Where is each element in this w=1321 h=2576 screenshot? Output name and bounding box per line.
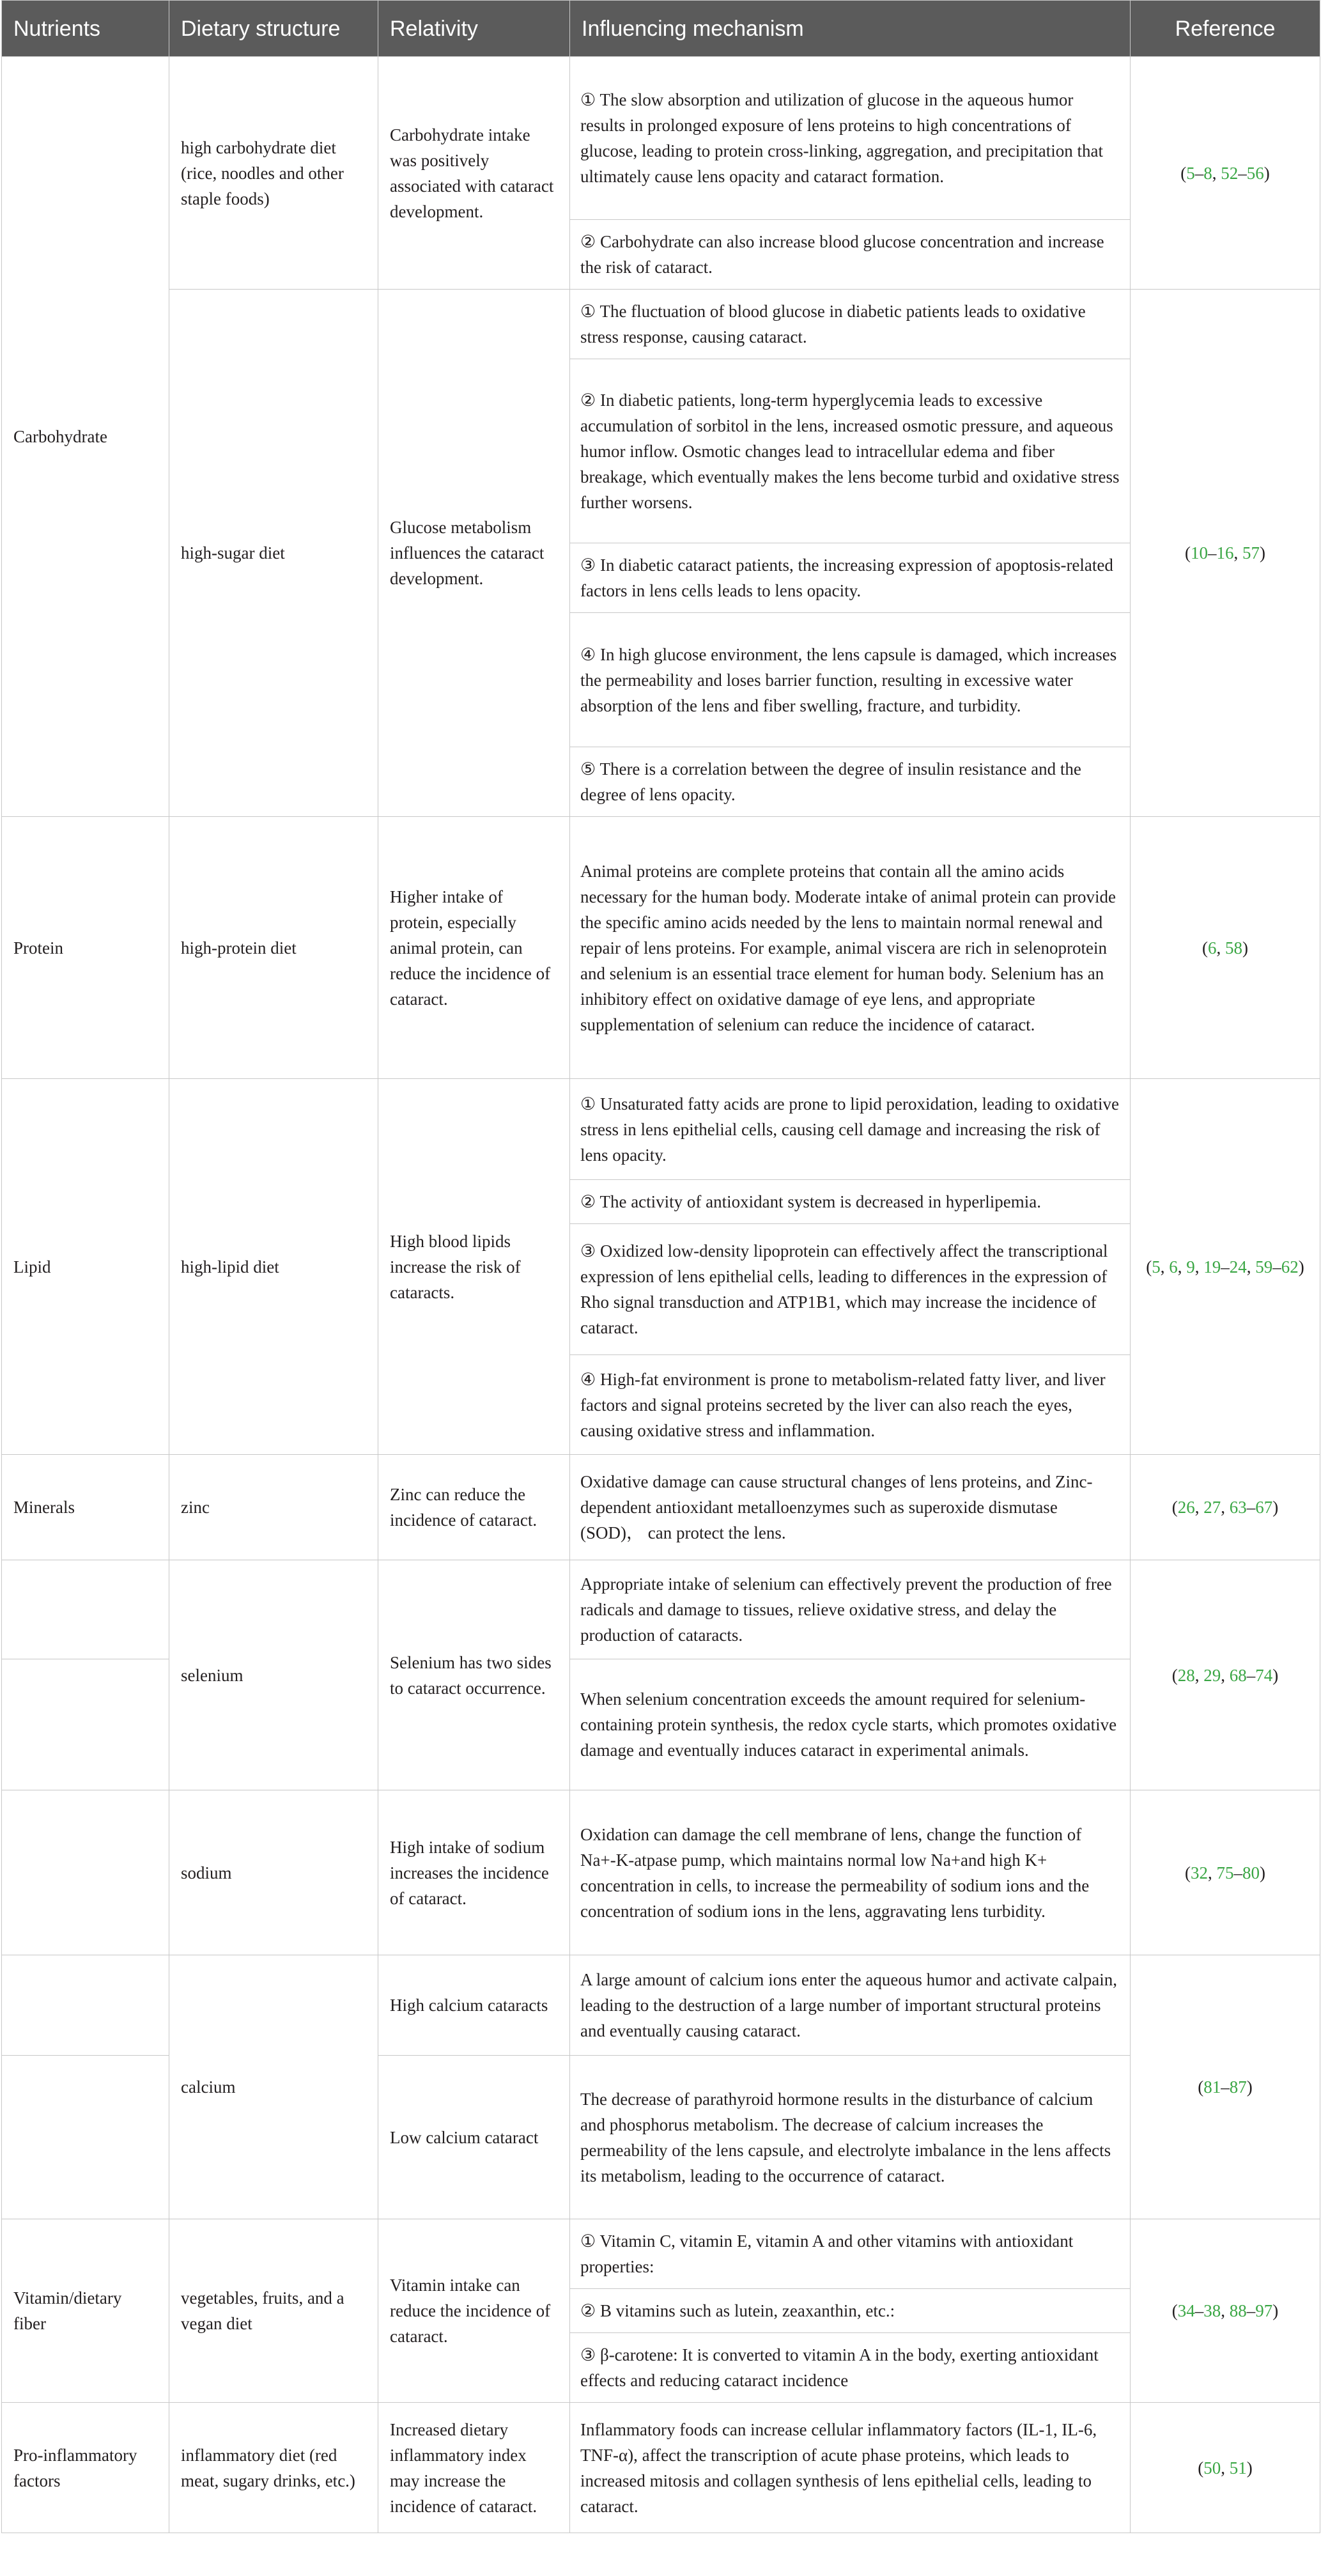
diet-cell: calcium bbox=[169, 1955, 378, 2219]
table-row bbox=[2, 2403, 1320, 2533]
table-row bbox=[2, 57, 1320, 220]
reference-cell: (32, 75–80) bbox=[1131, 1790, 1320, 1955]
reference-link[interactable]: 52 bbox=[1221, 163, 1239, 183]
relativity-cell: High intake of sodium increases the incidence of cataract. bbox=[378, 1790, 570, 1955]
reference-link[interactable]: 28 bbox=[1177, 1665, 1195, 1685]
reference-cell: (81–87) bbox=[1131, 1955, 1320, 2219]
diet-cell: high-lipid diet bbox=[169, 1079, 378, 1455]
reference-link[interactable]: 8 bbox=[1203, 163, 1212, 183]
mechanism-cell: Oxidation can damage the cell membrane of lens, change the function of Na+-K-atpase pump, which maintains normal low Na+and high K+ concentration in cells, to increase the permeability of sodium ions and the concentration of sodium ions in the lens, aggravating lens turbidity. bbox=[570, 1790, 1131, 1955]
reference-separator: , bbox=[1177, 1257, 1187, 1276]
mechanism-cell: When selenium concentration exceeds the amount required for selenium-containing protein synthesis, the redox cycle starts, which promotes oxidative damage and eventually induces cataract in experimental animals. bbox=[570, 1659, 1131, 1790]
reference-link[interactable]: 26 bbox=[1177, 1498, 1195, 1517]
reference-cell: (34–38, 88–97) bbox=[1131, 2219, 1320, 2403]
reference-link[interactable]: 56 bbox=[1246, 163, 1264, 183]
mechanism-cell: ③ In diabetic cataract patients, the increasing expression of apoptosis-related factors in lens cells leads to lens opacity. bbox=[570, 543, 1131, 613]
mechanism-cell: ② The activity of antioxidant system is decreased in hyperlipemia. bbox=[570, 1180, 1131, 1224]
mechanism-cell: Oxidative damage can cause structural changes of lens proteins, and Zinc-dependent antioxidant metalloenzymes such as superoxide dismutase (SOD)， can protect the lens. bbox=[570, 1455, 1131, 1560]
reference-separator: , bbox=[1194, 1257, 1204, 1276]
nutrient-cell-empty bbox=[2, 2056, 169, 2219]
reference-link[interactable]: 57 bbox=[1242, 543, 1260, 563]
relativity-cell: Vitamin intake can reduce the incidence of cataract. bbox=[378, 2219, 570, 2403]
reference-link[interactable]: 5 bbox=[1152, 1257, 1161, 1276]
mechanism-cell: ② Carbohydrate can also increase blood glucose concentration and increase the risk of cataract. bbox=[570, 220, 1131, 290]
reference-cell: (5, 6, 9, 19–24, 59–62) bbox=[1131, 1079, 1320, 1455]
reference-cell: (28, 29, 68–74) bbox=[1131, 1560, 1320, 1790]
mechanism-cell: ② In diabetic patients, long-term hyperglycemia leads to excessive accumulation of sorbitol in the lens, increased osmotic pressure, and aqueous humor inflow. Osmotic changes lead to intracellular edema and fiber breakage, which eventually makes the lens become turbid and oxidative stress further worsens. bbox=[570, 359, 1131, 543]
mechanism-cell: ④ In high glucose environment, the lens capsule is damaged, which increases the permeability and loses barrier function, resulting in excessive water absorption of the lens and fiber swelling, fracture, and turbidity. bbox=[570, 613, 1131, 747]
relativity-cell: Selenium has two sides to cataract occurrence. bbox=[378, 1560, 570, 1790]
mechanism-cell: Animal proteins are complete proteins that contain all the amino acids necessary for the human body. Moderate intake of animal protein can provide the specific amino acids needed by the lens to maintain normal renewal and repair of lens proteins. For example, animal viscera are rich in selenoprotein and selenium is an essential trace element for human body. Selenium has an inhibitory effect on oxidative damage of eye lens, and appropriate supplementation of selenium can reduce the incidence of cataract. bbox=[570, 817, 1131, 1079]
relativity-cell: Glucose metabolism influences the cataract development. bbox=[378, 290, 570, 817]
reference-separator: , bbox=[1246, 1257, 1256, 1276]
header-row bbox=[2, 1, 1320, 57]
reference-link[interactable]: 27 bbox=[1203, 1498, 1221, 1517]
reference-cell: (50, 51) bbox=[1131, 2403, 1320, 2533]
nutrient-cell-empty bbox=[2, 1790, 169, 1955]
reference-link[interactable]: 10 bbox=[1191, 543, 1208, 563]
nutrient-cell: Minerals bbox=[2, 1455, 169, 1560]
mechanism-cell: ⑤ There is a correlation between the degree of insulin resistance and the degree of lens opacity. bbox=[570, 747, 1131, 817]
table-row bbox=[2, 2219, 1320, 2289]
mechanism-cell: ③ Oxidized low-density lipoprotein can effectively affect the transcriptional expression of lens epithelial cells, leading to differences in the expression of Rho signal transduction and ATP1B1, which may increase the incidence of cataract. bbox=[570, 1224, 1131, 1355]
reference-link[interactable]: 67 bbox=[1255, 1498, 1273, 1517]
nutrient-cell: Protein bbox=[2, 817, 169, 1079]
reference-link[interactable]: 19 bbox=[1203, 1257, 1221, 1276]
relativity-cell: High blood lipids increase the risk of cataracts. bbox=[378, 1079, 570, 1455]
reference-link[interactable]: 24 bbox=[1229, 1257, 1247, 1276]
reference-link[interactable]: 5 bbox=[1186, 163, 1195, 183]
reference-link[interactable]: 6 bbox=[1208, 938, 1217, 958]
reference-link[interactable]: 59 bbox=[1255, 1257, 1273, 1276]
mechanism-cell: ① Vitamin C, vitamin E, vitamin A and other vitamins with antioxidant properties: bbox=[570, 2219, 1131, 2289]
reference-separator: – bbox=[1272, 1257, 1281, 1276]
table-row bbox=[2, 1955, 1320, 2056]
table-row bbox=[2, 817, 1320, 1079]
reference-link[interactable]: 74 bbox=[1255, 1665, 1273, 1685]
diet-cell: high carbohydrate diet (rice, noodles and other staple foods) bbox=[169, 57, 378, 290]
reference-link[interactable]: 16 bbox=[1216, 543, 1234, 563]
reference-separator: , bbox=[1233, 543, 1242, 563]
reference-separator: – bbox=[1233, 1863, 1242, 1882]
reference-link[interactable]: 29 bbox=[1203, 1665, 1221, 1685]
reference-separator: – bbox=[1208, 543, 1217, 563]
nutrient-cell-empty bbox=[2, 1659, 169, 1790]
table-row bbox=[2, 1079, 1320, 1180]
mechanism-cell: The decrease of parathyroid hormone results in the disturbance of calcium and phosphorus metabolism. The decrease of calcium increases the permeability of the lens capsule, and electrolyte imbalance in the lens affects its metabolism, leading to the occurrence of cataract. bbox=[570, 2056, 1131, 2219]
reference-separator: , bbox=[1194, 1498, 1204, 1517]
reference-separator: – bbox=[1246, 2301, 1256, 2320]
reference-separator: – bbox=[1246, 1498, 1256, 1517]
reference-separator: , bbox=[1221, 1498, 1230, 1517]
nutrient-cell: Lipid bbox=[2, 1079, 169, 1455]
mechanism-cell: A large amount of calcium ions enter the aqueous humor and activate calpain, leading to the destruction of a large number of important structural proteins and eventually causing cataract. bbox=[570, 1955, 1131, 2056]
reference-link[interactable]: 62 bbox=[1281, 1257, 1299, 1276]
diet-cell: inflammatory diet (red meat, sugary drinks, etc.) bbox=[169, 2403, 378, 2533]
reference-link[interactable]: 38 bbox=[1203, 2301, 1221, 2320]
relativity-cell: Higher intake of protein, especially animal protein, can reduce the incidence of cataract. bbox=[378, 817, 570, 1079]
reference-separator: , bbox=[1221, 1665, 1230, 1685]
diet-cell: vegetables, fruits, and a vegan diet bbox=[169, 2219, 378, 2403]
reference-cell: (26, 27, 63–67) bbox=[1131, 1455, 1320, 1560]
header-reference: Reference bbox=[1131, 1, 1320, 57]
reference-link[interactable]: 50 bbox=[1203, 2458, 1221, 2478]
relativity-cell: Zinc can reduce the incidence of cataract. bbox=[378, 1455, 570, 1560]
header-nutrients: Nutrients bbox=[2, 1, 169, 57]
reference-link[interactable]: 87 bbox=[1229, 2077, 1247, 2097]
mechanism-cell: ① Unsaturated fatty acids are prone to lipid peroxidation, leading to oxidative stress in lens epithelial cells, causing cell damage and increasing the risk of lens opacity. bbox=[570, 1079, 1131, 1180]
reference-link[interactable]: 80 bbox=[1242, 1863, 1260, 1882]
diet-cell: zinc bbox=[169, 1455, 378, 1560]
nutrient-cell: Vitamin/dietary fiber bbox=[2, 2219, 169, 2403]
reference-separator: – bbox=[1194, 163, 1204, 183]
table-row bbox=[2, 1560, 1320, 1659]
relativity-cell: Increased dietary inflammatory index may increase the incidence of cataract. bbox=[378, 2403, 570, 2533]
reference-separator: – bbox=[1221, 2077, 1230, 2097]
mechanism-cell: ④ High-fat environment is prone to metabolism-related fatty liver, and liver factors and signal proteins secreted by the liver can also reach the eyes, causing oxidative stress and inflammation. bbox=[570, 1355, 1131, 1455]
reference-separator: – bbox=[1238, 163, 1247, 183]
relativity-cell: High calcium cataracts bbox=[378, 1955, 570, 2056]
mechanism-cell: ③ β-carotene: It is converted to vitamin A in the body, exerting antioxidant effects and reducing cataract incidence bbox=[570, 2333, 1131, 2403]
reference-separator: – bbox=[1194, 2301, 1204, 2320]
reference-separator: – bbox=[1221, 1257, 1230, 1276]
reference-separator: , bbox=[1221, 2458, 1230, 2478]
reference-link[interactable]: 68 bbox=[1229, 1665, 1247, 1685]
mechanism-cell: ① The fluctuation of blood glucose in diabetic patients leads to oxidative stress response, causing cataract. bbox=[570, 290, 1131, 359]
relativity-cell: Carbohydrate intake was positively associated with cataract development. bbox=[378, 57, 570, 290]
reference-link[interactable]: 6 bbox=[1169, 1257, 1178, 1276]
mechanism-cell: Appropriate intake of selenium can effectively prevent the production of free radicals and damage to tissues, relieve oxidative stress, and delay the production of cataracts. bbox=[570, 1560, 1131, 1659]
mechanism-cell: ① The slow absorption and utilization of glucose in the aqueous humor results in prolonged exposure of lens proteins to high concentrations of glucose, leading to protein cross-linking, aggregation, and precipitation that ultimately cause lens opacity and cataract formation. bbox=[570, 57, 1131, 220]
diet-cell: high-sugar diet bbox=[169, 290, 378, 817]
reference-link[interactable]: 75 bbox=[1216, 1863, 1234, 1882]
mechanism-cell: ② B vitamins such as lutein, zeaxanthin, etc.: bbox=[570, 2289, 1131, 2333]
nutrient-cell: Pro-inflammatory factors bbox=[2, 2403, 169, 2533]
table-row bbox=[2, 290, 1320, 359]
reference-separator: , bbox=[1194, 1665, 1204, 1685]
nutrient-cell-empty bbox=[2, 1955, 169, 2056]
reference-separator: , bbox=[1208, 1863, 1217, 1882]
reference-separator: , bbox=[1212, 163, 1221, 183]
reference-link[interactable]: 34 bbox=[1177, 2301, 1195, 2320]
nutrient-cell: Carbohydrate bbox=[2, 57, 169, 817]
reference-link[interactable]: 58 bbox=[1225, 938, 1242, 958]
header-dietary-structure: Dietary structure bbox=[169, 1, 378, 57]
reference-link[interactable]: 32 bbox=[1191, 1863, 1208, 1882]
header-influencing-mechanism: Influencing mechanism bbox=[570, 1, 1131, 57]
table-row bbox=[2, 1455, 1320, 1560]
diet-cell: sodium bbox=[169, 1790, 378, 1955]
reference-separator: – bbox=[1246, 1665, 1256, 1685]
table-row bbox=[2, 1790, 1320, 1955]
reference-link[interactable]: 88 bbox=[1229, 2301, 1247, 2320]
reference-link[interactable]: 9 bbox=[1186, 1257, 1195, 1276]
mechanism-cell: Inflammatory foods can increase cellular inflammatory factors (IL-1, IL-6, TNF-α), affect the transcription of acute phase proteins, which leads to increased mitosis and collagen synthesis of lens epithelial cells, leading to cataract. bbox=[570, 2403, 1131, 2533]
diet-cell: selenium bbox=[169, 1560, 378, 1790]
reference-cell: (5–8, 52–56) bbox=[1131, 57, 1320, 290]
reference-cell: (10–16, 57) bbox=[1131, 290, 1320, 817]
relativity-cell: Low calcium cataract bbox=[378, 2056, 570, 2219]
reference-link[interactable]: 63 bbox=[1229, 1498, 1247, 1517]
reference-separator: , bbox=[1216, 938, 1225, 958]
nutrients-cataract-table bbox=[1, 0, 1320, 2533]
reference-cell: (6, 58) bbox=[1131, 817, 1320, 1079]
reference-separator: , bbox=[1160, 1257, 1170, 1276]
nutrient-cell-empty bbox=[2, 1560, 169, 1659]
reference-link[interactable]: 97 bbox=[1255, 2301, 1273, 2320]
header-relativity: Relativity bbox=[378, 1, 570, 57]
reference-separator: , bbox=[1221, 2301, 1230, 2320]
reference-link[interactable]: 81 bbox=[1203, 2077, 1221, 2097]
reference-link[interactable]: 51 bbox=[1229, 2458, 1247, 2478]
diet-cell: high-protein diet bbox=[169, 817, 378, 1079]
